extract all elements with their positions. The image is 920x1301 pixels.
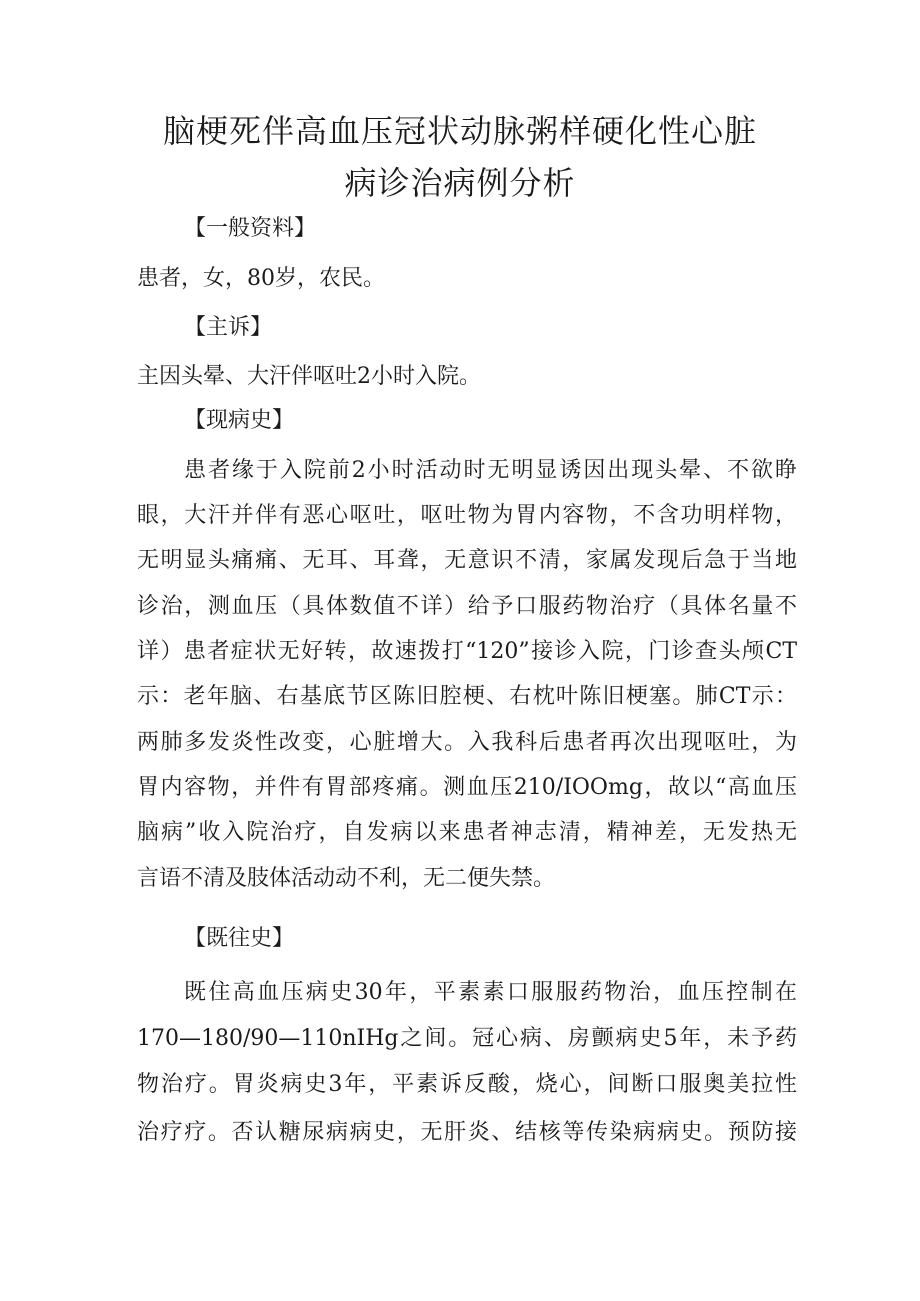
present-illness-line: 两肺多发炎性改变，心脏增大。入我科后患者再次出现呕吐，为	[137, 730, 797, 755]
present-illness-line: 无明显头痛痛、无耳、耳聋，无意识不清，家属发现后急于当地	[137, 548, 797, 573]
present-illness-line: 示：老年脑、右基底节区陈旧腔梗、右枕叶陈旧梗塞。肺CT示：	[137, 684, 797, 709]
past-history-line: 既住高血压病史30年，平素素口服服药物治，血压控制在	[184, 980, 797, 1005]
past-history-line: 170—180/90—110nIHg之间。冠心病、房颤病史5年，未予药	[137, 1026, 797, 1051]
present-illness-line: 患者缘于入院前2小时活动时无明显诱因出现头晕、不欲睁	[184, 458, 797, 483]
present-illness-line: 脑病”收入院治疗，自发病以来患者神志清，精神差，无发热无	[137, 820, 797, 845]
present-illness-line: 眼，大汗并伴有恶心呕吐，呕吐物为胃内容物，不含功明样物，	[137, 503, 797, 528]
document-title-line-2: 病诊治病例分析	[344, 164, 576, 202]
present-illness-line: 详）患者症状无好转，故速拨打“120”接诊入院，门诊查头颅CT	[137, 639, 797, 664]
present-illness-line: 胃内容物，并件有胃部疼痛。测血压210/IOOmg，故以“高血压	[137, 775, 797, 800]
past-history-heading: 【既往史】	[184, 926, 295, 951]
document-title-line-1: 脑梗死伴高血压冠状动脉粥样硬化性心脏	[162, 112, 757, 150]
chief-complaint-heading: 【主诉】	[184, 315, 273, 340]
present-illness-heading: 【现病史】	[184, 408, 295, 433]
general-info-heading: 【一般资料】	[184, 216, 317, 241]
present-illness-line: 言语不清及肢体活动动不利，无二便失禁。	[137, 866, 556, 891]
past-history-line: 物治疗。胃炎病史3年，平素诉反酸，烧心，间断口服奥美拉性	[137, 1072, 797, 1097]
present-illness-line: 诊治，测血压（具体数值不详）给予口服药物治疗（具体名量不	[137, 594, 797, 619]
chief-complaint-text: 主因头晕、大汗伴呕吐2小时入院。	[137, 364, 481, 389]
past-history-line: 治疗疗。否认糖尿病病史，无肝炎、结核等传染病病史。预防接	[137, 1120, 797, 1145]
general-info-text: 患者，女，80岁，农民。	[137, 266, 385, 291]
